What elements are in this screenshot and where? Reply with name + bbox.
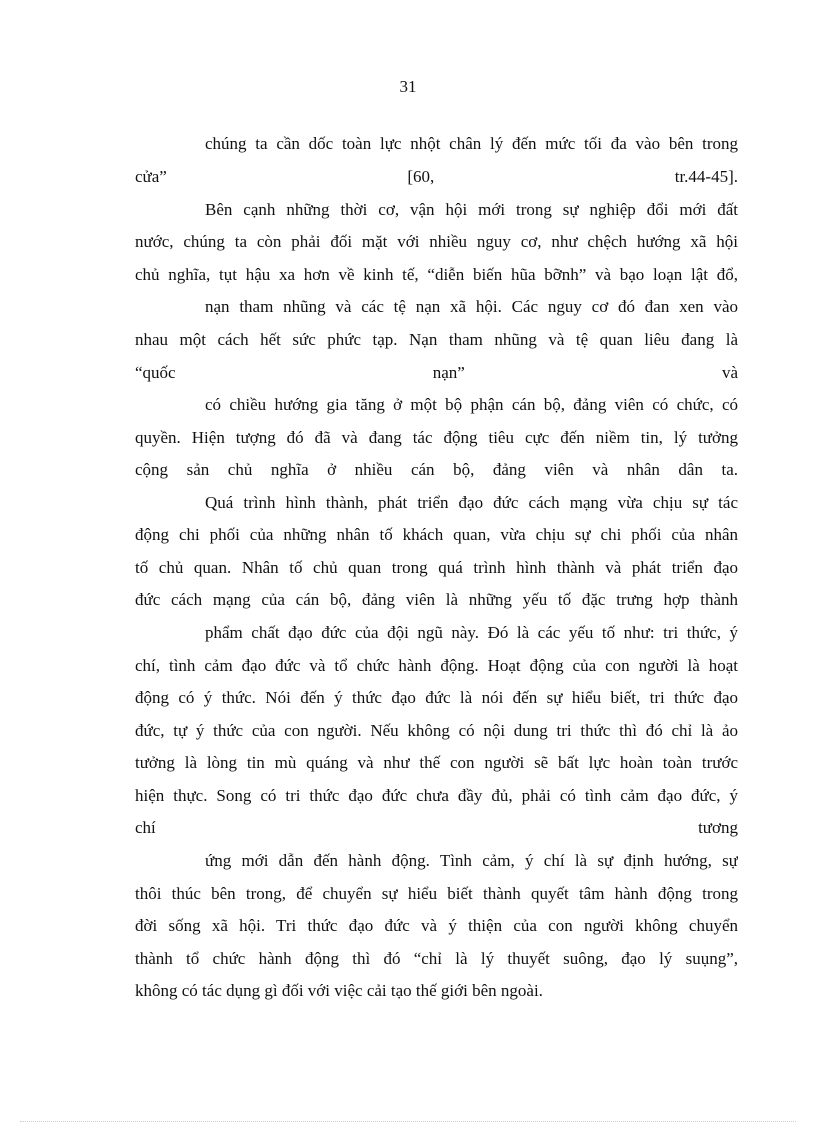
- text-line: có chiều hướng gia tăng ở một bộ phận cán bộ, đảng viên có chức, có: [205, 395, 738, 414]
- text-line: cửa” [60, tr.44-45].: [135, 167, 738, 186]
- text-line: thôi thúc bên trong, để chuyển sự hiểu biết thành quyết tâm hành động trong: [135, 884, 738, 903]
- text-line: phẩm chất đạo đức của đội ngũ này. Đó là các yếu tố như: tri thức, ý: [205, 623, 738, 642]
- text-line: đức cách mạng của cán bộ, đảng viên là những yếu tố đặc trưng hợp thành: [135, 590, 738, 609]
- text-line: đời sống xã hội. Tri thức đạo đức và ý thiện của con người không chuyển: [135, 916, 738, 935]
- text-line: cộng sản chủ nghĩa ở nhiều cán bộ, đảng viên và nhân dân ta.: [135, 460, 738, 479]
- text-line: Quá trình hình thành, phát triển đạo đức cách mạng vừa chịu sự tác: [205, 493, 738, 512]
- text-line: không có tác dụng gì đối với việc cải tạo thế giới bên ngoài.: [135, 981, 543, 1000]
- text-line: nhau một cách hết sức phức tạp. Nạn tham nhũng và tệ quan liêu đang là: [135, 330, 738, 349]
- text-line: chủ nghĩa, tụt hậu xa hơn về kinh tế, “diễn biến hũa bỡnh” và bạo loạn lật đổ,: [135, 265, 738, 284]
- text-line: hiện thực. Song có tri thức đạo đức chưa đầy đủ, phải có tình cảm đạo đức, ý: [135, 786, 738, 805]
- text-line: động có ý thức. Nói đến ý thức đạo đức là nói đến sự hiểu biết, tri thức đạo: [135, 688, 738, 707]
- text-line: nạn tham nhũng và các tệ nạn xã hội. Các nguy cơ đó đan xen vào: [205, 297, 738, 316]
- text-line: nước, chúng ta còn phải đối mặt với nhiều nguy cơ, như chệch hướng xã hội: [135, 232, 738, 251]
- text-line: chí tương: [135, 818, 738, 837]
- text-line: tưởng là lòng tin mù quáng và như thế con người sẽ bất lực hoàn toàn trước: [135, 753, 738, 772]
- text-line: chí, tình cảm đạo đức và tổ chức hành động. Hoạt động của con người là hoạt: [135, 656, 738, 675]
- text-line: ứng mới dẫn đến hành động. Tình cảm, ý chí là sự định hướng, sự: [205, 851, 738, 870]
- text-line: động chi phối của những nhân tố khách quan, vừa chịu sự chi phối của nhân: [135, 525, 738, 544]
- page-bottom-divider: [20, 1121, 796, 1122]
- text-line: đức, tự ý thức của con người. Nếu không có nội dung tri thức thì đó chỉ là ảo: [135, 721, 738, 740]
- text-line: Bên cạnh những thời cơ, vận hội mới trong sự nghiệp đổi mới đất: [205, 200, 738, 219]
- text-line: thành tổ chức hành động thì đó “chỉ là lý thuyết suông, đạo lý suụng”,: [135, 949, 738, 968]
- page-number: 31: [399, 77, 417, 96]
- text-line: “quốc nạn” và: [135, 363, 738, 382]
- text-line: quyền. Hiện tượng đó đã và đang tác động tiêu cực đến niềm tin, lý tưởng: [135, 428, 738, 447]
- text-line: chúng ta cần dốc toàn lực nhột chân lý đến mức tối đa vào bên trong: [205, 134, 738, 153]
- text-line: tố chủ quan. Nhân tố chủ quan trong quá trình hình thành và phát triển đạo: [135, 558, 738, 577]
